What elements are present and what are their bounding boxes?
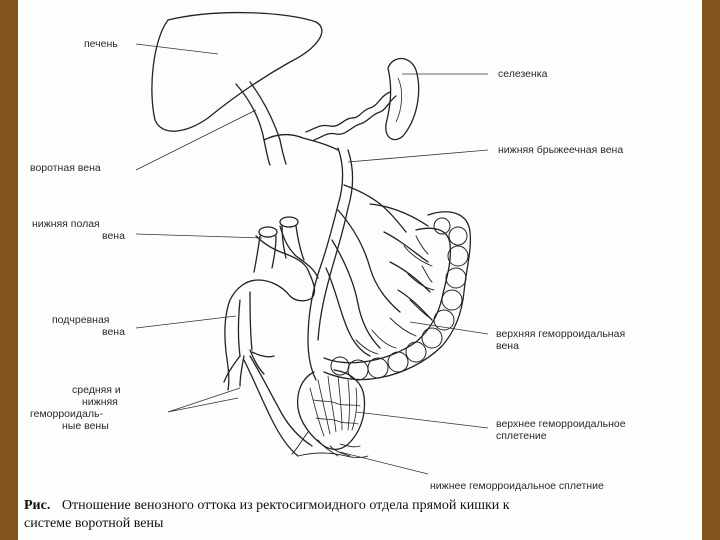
liver-shape <box>152 13 322 132</box>
vein-diagram <box>18 0 702 540</box>
label-liver: печень <box>84 38 118 50</box>
diagram-sheet <box>18 0 702 540</box>
caption-line1: Отношение венозного оттока из ректосигмоидного отдела прямой кишки к <box>61 498 510 513</box>
frame-left <box>0 0 18 540</box>
figure-caption <box>24 497 694 533</box>
label-iliac-vein-line1: подчревная <box>52 314 110 326</box>
splenic-vein <box>306 92 390 132</box>
label-middle-lower-line4: ные вены <box>62 420 109 432</box>
label-middle-lower-line2: нижняя <box>82 396 118 408</box>
rectum-shape <box>298 370 365 449</box>
caption-line2: системе воротной вены <box>24 516 164 531</box>
label-spleen: селезенка <box>498 68 548 80</box>
label-superior-hemorrhoidal-vein-line1: верхняя геморроидальная <box>496 328 626 340</box>
label-inferior-mesenteric-vein: нижняя брыжеечная вена <box>498 144 624 156</box>
label-portal-vein: воротная вена <box>30 162 101 174</box>
label-inferior-plexus: нижнее геморроидальное сплетние <box>430 480 604 492</box>
spleen-shape <box>386 58 419 139</box>
label-iliac-vein-line2: вена <box>102 326 125 338</box>
label-superior-hemorrhoidal-vein-line2: вена <box>496 340 519 352</box>
inferior-mesenteric-vein <box>308 148 343 380</box>
label-middle-lower-line1: средняя и <box>72 384 121 396</box>
label-inferior-vena-cava-line1: нижняя полая <box>32 218 100 230</box>
label-superior-plexus-line2: сплетение <box>496 430 547 442</box>
label-middle-lower-line3: геморроидаль- <box>30 408 103 420</box>
frame-right <box>702 0 720 540</box>
portal-vein-shape <box>236 82 286 165</box>
label-inferior-vena-cava-line2: вена <box>102 230 125 242</box>
label-superior-plexus-line1: верхнее геморроидальное <box>496 418 626 430</box>
caption-prefix: Рис. <box>24 498 51 513</box>
